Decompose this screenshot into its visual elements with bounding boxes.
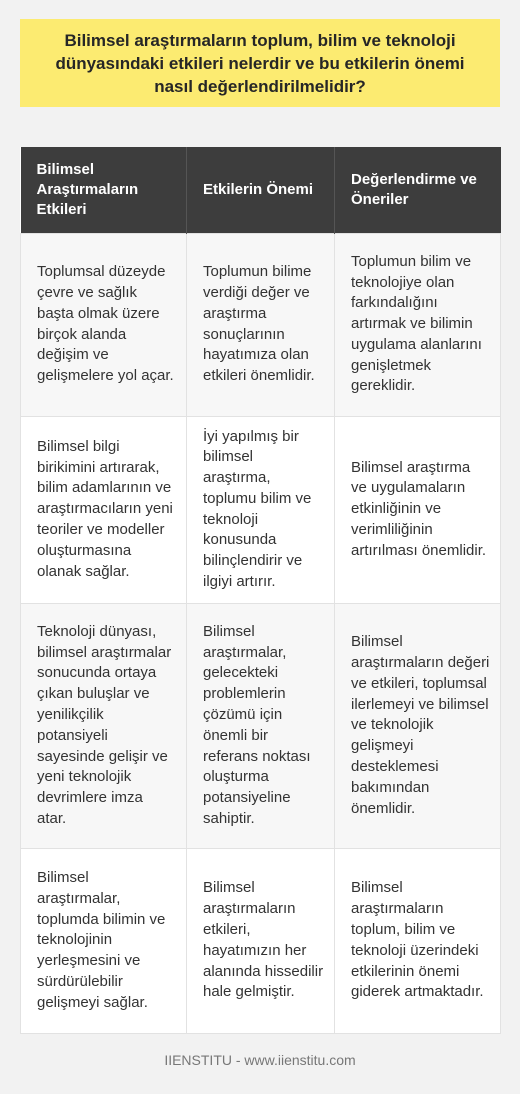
table-cell: İyi yapılmış bir bilimsel araştırma, toplumu bilim ve teknoloji konusunda bilinçlendirir ve ilgiyi artırır. [187,416,335,603]
footer-credit: IIENSTITU - www.iienstitu.com [164,1052,356,1068]
page-title [20,19,500,107]
info-table [20,147,501,1034]
table-cell: Bilimsel araştırmaların etkileri, hayatımızın her alanında hissedilir hale gelmiştir. [187,848,335,1033]
table-header-row [21,147,501,233]
table-cell: Bilimsel bilgi birikimini artırarak, bilim adamlarının ve araştırmacıların yeni teoriler ve modeller oluşturmasına olanak sağlar. [21,416,187,603]
table-cell: Bilimsel araştırmaların toplum, bilim ve teknoloji üzerindeki etkilerinin önemi giderek artmaktadır. [335,848,501,1033]
table-row [21,848,501,1033]
column-header-importance: Etkilerin Önemi [187,147,335,233]
table-cell: Toplumsal düzeyde çevre ve sağlık başta olmak üzere birçok alanda değişim ve gelişmelere yol açar. [21,233,187,416]
page-title-text: Bilimsel araştırmaların toplum, bilim ve teknoloji dünyasındaki etkileri nelerdir ve bu etkilerin önemi nasıl değerlendirilmelidir? [55,30,465,96]
column-header-effects: Bilimsel Araştırmaların Etkileri [21,147,187,233]
table-row [21,416,501,603]
table-cell: Bilimsel araştırmalar, toplumda bilimin ve teknolojinin yerleşmesini ve sürdürülebilir gelişmeyi sağlar. [21,848,187,1033]
table-cell: Teknoloji dünyası, bilimsel araştırmalar sonucunda ortaya çıkan buluşlar ve yenilikçilik potansiyeli sayesinde gelişir ve yeni teknolojik devrimlere imza atar. [21,603,187,848]
table-cell: Toplumun bilim ve teknolojiye olan farkındalığını artırmak ve bilimin uygulama alanlarını genişletmek gereklidir. [335,233,501,416]
table-cell: Bilimsel araştırmalar, gelecekteki problemlerin çözümü için önemli bir referans noktası oluşturma potansiyeline sahiptir. [187,603,335,848]
table-cell: Toplumun bilime verdiği değer ve araştırma sonuçlarının hayatımıza olan etkileri önemlidir. [187,233,335,416]
table-row [21,603,501,848]
table-cell: Bilimsel araştırma ve uygulamaların etkinliğinin ve verimliliğinin artırılması önemlidir. [335,416,501,603]
table-cell: Bilimsel araştırmaların değeri ve etkileri, toplumsal ilerlemeyi ve bilimsel ve teknolojik gelişmeyi desteklemesi bakımından önemlidir. [335,603,501,848]
table-row [21,233,501,416]
column-header-evaluation: Değerlendirme ve Öneriler [335,147,501,233]
